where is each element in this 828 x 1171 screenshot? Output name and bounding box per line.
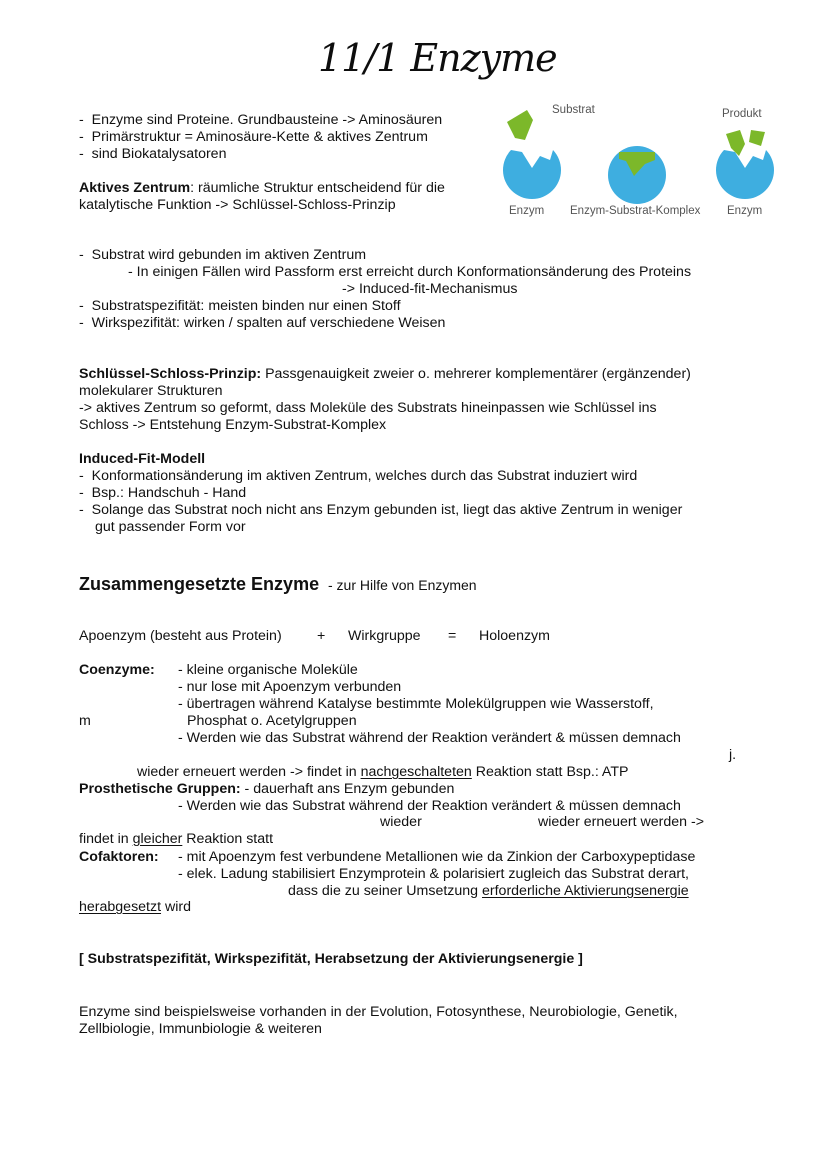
list-item: - Enzyme sind Proteine. Grundbausteine -> Aminosäuren: [79, 112, 443, 128]
list-item-continuation: wieder: [380, 814, 422, 830]
list-item-continuation: Phosphat o. Acetylgruppen: [187, 713, 357, 729]
text: dass die zu seiner Umsetzung: [288, 883, 482, 899]
eq-plus: +: [317, 628, 326, 644]
label-enzym: Enzym: [509, 205, 545, 217]
label-enzym-substrat-komplex: Enzym-Substrat-Komplex: [570, 205, 701, 217]
heading-subtitle: - zur Hilfe von Enzymen: [327, 577, 477, 593]
eq-holoenzym: Holoenzym: [479, 628, 550, 644]
prosthetische-definition: [79, 781, 454, 798]
list-item-text: Konformationsänderung im aktiven Zentrum, welches durch das Substrat induziert wird: [91, 468, 638, 484]
sub-list-item: - In einigen Fällen wird Passform erst erreicht durch Konformationsänderung des Proteins: [128, 264, 692, 280]
label-substrat: Substrat: [552, 104, 595, 116]
text: findet in: [79, 831, 133, 847]
label-enzym: Enzym: [727, 205, 763, 217]
stray-character: j.: [729, 747, 737, 763]
underlined-text: erforderliche Aktivierungsenergie: [482, 883, 689, 899]
section-heading: [79, 574, 477, 595]
list-item-text: Substrat wird gebunden im aktiven Zentrum: [91, 247, 367, 263]
text: Reaktion statt Bsp.: ATP: [471, 764, 629, 780]
definition-text: - dauerhaft ans Enzym gebunden: [240, 781, 455, 797]
list-item-text: Substratspezifität: meisten binden nur einen Stoff: [91, 298, 401, 314]
list-item: - übertragen während Katalyse bestimmte Molekülgruppen wie Wasserstoff,: [178, 696, 654, 712]
list-item-text: Primärstruktur = Aminosäure-Kette & aktives Zentrum: [91, 129, 428, 145]
summary-bracket: [ Substratspezifität, Wirkspezifität, Herabsetzung der Aktivierungsenergie ]: [79, 951, 583, 967]
term: Schlüssel-Schloss-Prinzip:: [79, 366, 262, 382]
underlined-text: gleicher: [132, 831, 183, 847]
term: Aktives Zentrum: [79, 180, 191, 196]
text: wieder erneuert werden -> findet in: [137, 764, 361, 780]
eq-wirkgruppe: Wirkgruppe: [348, 628, 421, 644]
list-item-text: Wirkspezifität: wirken / spalten auf verschiedene Weisen: [91, 315, 446, 331]
definition-text: molekularer Strukturen: [79, 383, 223, 399]
list-item: - mit Apoenzym fest verbundene Metallionen wie da Zinkion der Carboxypeptidase: [178, 849, 696, 865]
list-item-text: Enzyme sind Proteine. Grundbausteine -> Aminosäuren: [91, 112, 443, 128]
term-coenzyme: Coenzyme:: [79, 662, 155, 678]
list-item: - Bsp.: Handschuh - Hand: [79, 485, 247, 501]
term: Prosthetische Gruppen:: [79, 781, 241, 797]
heading-text: Zusammengesetzte Enzyme: [79, 574, 320, 594]
closing-text: Zellbiologie, Immunbiologie & weiteren: [79, 1021, 322, 1037]
term-cofaktoren: Cofaktoren:: [79, 849, 159, 865]
underlined-text: nachgeschalteten: [360, 764, 472, 780]
section-heading: Induced-Fit-Modell: [79, 451, 206, 467]
page-title: 11/1 Enzyme: [318, 36, 557, 80]
list-item-continuation: [137, 764, 628, 781]
eq-apoenzym: Apoenzym (besteht aus Protein): [79, 628, 282, 644]
list-item: - Solange das Substrat noch nicht ans Enzym gebunden ist, liegt das aktive Zentrum in weniger: [79, 502, 683, 518]
definition-text: Passgenauigkeit zweier o. mehrerer komplementärer (ergänzender): [261, 366, 691, 382]
definition-text: Schloss -> Entstehung Enzym-Substrat-Komplex: [79, 417, 387, 433]
enzyme-substrate-figure: [495, 98, 785, 223]
list-item: - Primärstruktur = Aminosäure-Kette & aktives Zentrum: [79, 129, 428, 145]
list-item: - sind Biokatalysatoren: [79, 146, 227, 162]
schluessel-definition: [79, 366, 691, 383]
definition-text: -> aktives Zentrum so geformt, dass Moleküle des Substrats hineinpassen wie Schlüssel ins: [79, 400, 657, 416]
closing-text: Enzyme sind beispielsweise vorhanden in der Evolution, Fotosynthese, Neurobiologie, Genetik,: [79, 1004, 678, 1020]
list-item-text: sind Biokatalysatoren: [91, 146, 227, 162]
list-item-text: Solange das Substrat noch nicht ans Enzym gebunden ist, liegt das aktive Zentrum in weniger: [91, 502, 683, 518]
list-item: - Konformationsänderung im aktiven Zentrum, welches durch das Substrat induziert wird: [79, 468, 638, 484]
aktives-zentrum-definition: [79, 180, 445, 197]
list-item: - kleine organische Moleküle: [178, 662, 358, 678]
list-item: - Substrat wird gebunden im aktiven Zentrum: [79, 247, 367, 263]
list-item: - Werden wie das Substrat während der Reaktion verändert & müssen demnach: [178, 730, 681, 746]
eq-equals: =: [448, 628, 457, 644]
list-item: - Werden wie das Substrat während der Reaktion verändert & müssen demnach: [178, 798, 681, 814]
label-produkt: Produkt: [722, 108, 762, 120]
list-item: - nur lose mit Apoenzym verbunden: [178, 679, 402, 695]
sub-list-item: -> Induced-fit-Mechanismus: [342, 281, 518, 297]
list-item-continuation: wieder erneuert werden ->: [538, 814, 705, 830]
list-item: - Wirkspezifität: wirken / spalten auf verschiedene Weisen: [79, 315, 446, 331]
list-item-continuation: gut passender Form vor: [95, 519, 246, 535]
list-item-continuation: [79, 831, 273, 848]
definition-text: : räumliche Struktur entscheidend für die: [190, 180, 445, 196]
list-item-continuation: [79, 899, 191, 916]
list-item: - Substratspezifität: meisten binden nur einen Stoff: [79, 298, 401, 314]
text: wird: [161, 899, 191, 915]
stray-character: m: [79, 713, 91, 729]
underlined-text: herabgesetzt: [79, 899, 162, 915]
definition-text: katalytische Funktion -> Schlüssel-Schloss-Prinzip: [79, 197, 396, 213]
list-item: - elek. Ladung stabilisiert Enzymprotein & polarisiert zugleich das Substrat derart,: [178, 866, 689, 882]
list-item-text: Bsp.: Handschuh - Hand: [91, 485, 247, 501]
text: Reaktion statt: [182, 831, 274, 847]
list-item-continuation: [288, 883, 689, 900]
